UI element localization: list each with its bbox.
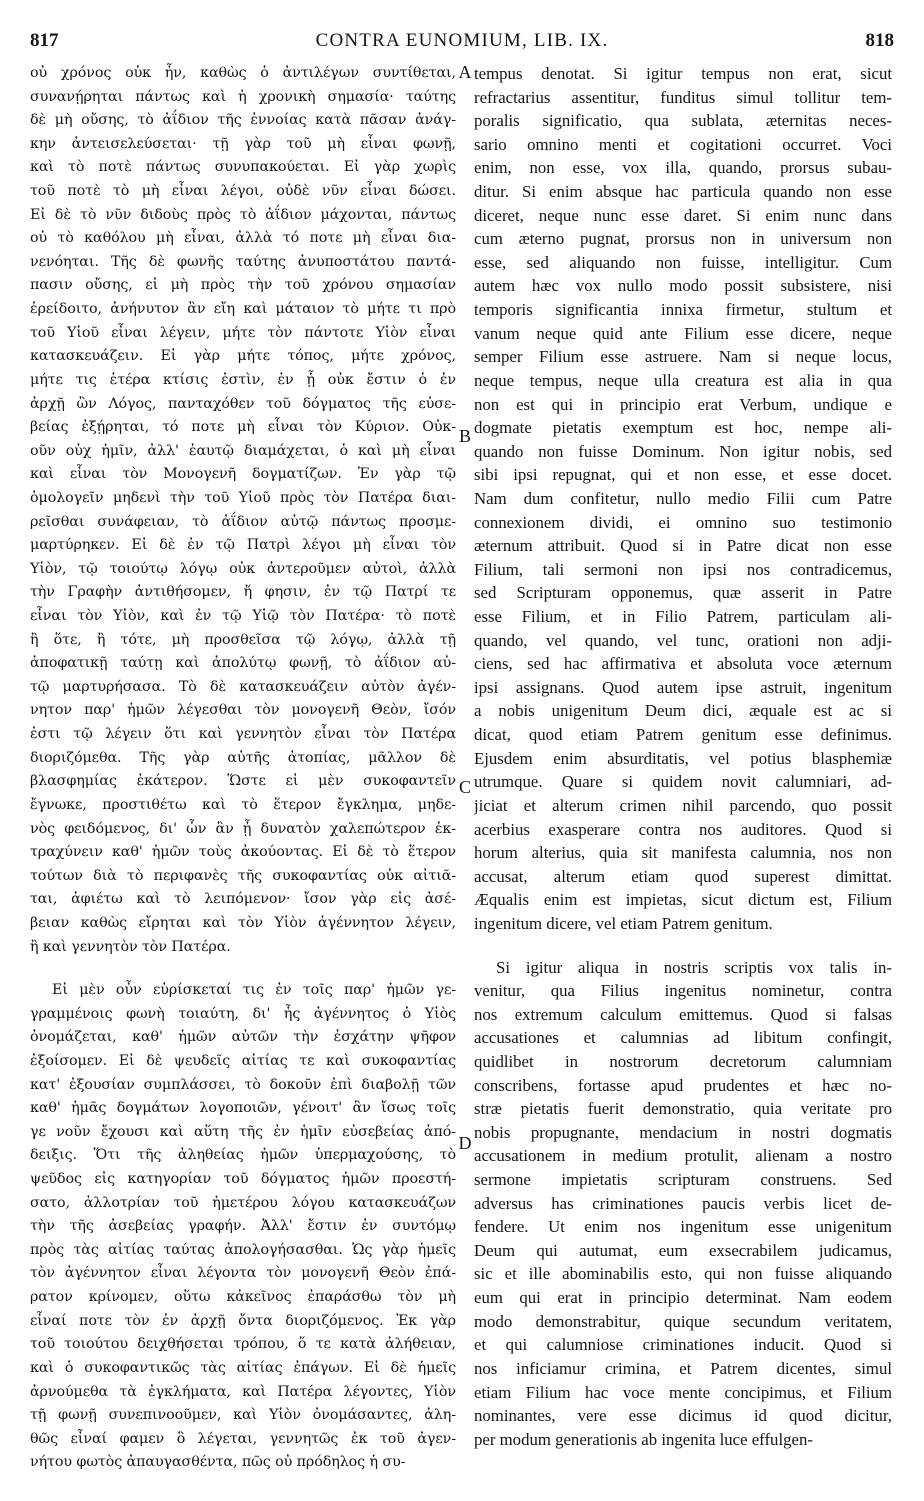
greek-text-line: τῇ φωνῇ συνεπινοοῦμεν, καὶ Υἱὸν ὀνομάσαντες, ἀλη- <box>30 1407 456 1424</box>
greek-text-line: οὐ χρόνος οὐκ ἦν, καθὼς ὁ ἀντιλέγων συντίθεται, <box>30 65 456 81</box>
latin-text-line: Nam dum confitetur, nullo medio Filii cum Patre <box>474 488 892 508</box>
greek-text-line: θῶς εἶναί φαμεν ὃ λέγεται, γεννητῶς ἐκ τοῦ ἀγεν- <box>30 1430 456 1447</box>
latin-text-line: modo demonstrabitur, quique secundum veritatem, <box>474 1311 892 1331</box>
latin-text-line: non est qui in principio erat Verbum, undique e <box>474 394 892 414</box>
latin-text-line: etiam Filium hac voce mente concipimus, et Filium <box>474 1382 892 1402</box>
greek-text-line: πρὸς τὰς αἰτίας ταύτας ἀπολογήσασθαι. Ὡς γὰρ ἡμεῖς <box>30 1241 456 1258</box>
latin-text-line: sed Scripturam opponemus, quæ asserit in Patre <box>474 583 892 603</box>
latin-text-line: fendere. Ut enim nos ingenitum esse unigenitum <box>474 1217 892 1237</box>
greek-text-line: τῷ μαρτυρήσασα. Τὸ δὲ κατασκευάζειν αὐτὸν ἀγέν- <box>30 678 456 695</box>
greek-text-line: διοριζόμεθα. Τῆς γὰρ αὐτῆς ἀτοπίας, μᾶλλον δὲ <box>30 749 456 766</box>
greek-text-line: πασιν οὔσης, εἰ μὴ πρὸς τὴν τοῦ χρόνου σημασίαν <box>30 277 456 294</box>
greek-text-line: τὴν τῆς ἀσεβείας γραφήν. Ἀλλ' ἔστιν ἐν συντόμῳ <box>30 1218 456 1235</box>
greek-text-line: τοῦ Υἱοῦ εἶναι λέγειν, μήτε τὸν πάντοτε Υἱὸν εἶναι <box>30 324 456 341</box>
greek-text-line: ρεῖσθαι συνάφειαν, τὸ ἀΐδιον αὐτῷ πάντως προσμε- <box>30 513 456 530</box>
latin-text-line: utrumque. Quare si quidem novit calumniari, ad- <box>474 772 892 792</box>
latin-text-line: ingenitum dicere, vel etiam Patrem genitum. <box>474 913 773 933</box>
greek-text-line: κατασκευάζειν. Εἰ γὰρ μήτε τόπος, μήτε χρόνος, <box>30 348 456 365</box>
latin-text-line: connexionem dividi, ei omnino suo testimonio <box>474 512 892 532</box>
latin-text-line: nos inficiamur crimina, et Patrem dicentes, simul <box>474 1358 892 1378</box>
greek-text-line: συνανῄρηται πάντως καὶ ἡ χρονικὴ σημασία· ταύτης <box>30 88 456 105</box>
greek-text-line: οὐ τὸ καθόλου μὴ εἶναι, ἀλλὰ τό ποτε μὴ εἶναι δια- <box>30 230 456 247</box>
greek-text-line: τὴν Γραφὴν ἀντιθήσομεν, ἥ φησιν, ἐν τῷ Πατρί τε <box>30 584 456 601</box>
section-marker-c: C <box>458 777 471 797</box>
greek-text-line: ἀρνούμεθα τὰ ἐγκλήματα, καὶ Πατέρα λέγοντες, Υἱὸν <box>30 1383 456 1400</box>
greek-text-line: εἶναί ποτε τὸν ἐν ἀρχῇ ὄντα διοριζόμενος. Ἐκ γὰρ <box>30 1312 456 1329</box>
latin-text-line: nos extremum calculum emittemus. Quod si falsas <box>474 1004 892 1024</box>
section-marker-d: D <box>458 1133 472 1153</box>
greek-text-line: ἀρχῇ ὢν Λόγος, πανταχόθεν τοῦ δόγματος τῆς εὐσε- <box>30 395 456 412</box>
running-header <box>30 20 894 54</box>
latin-text-line: refractarius assentitur, funditus simul tollitur tem- <box>474 87 892 107</box>
greek-text-line: Εἰ δὲ τὸ νῦν διδοὺς πρὸς τὸ ἀΐδιον μάχονται, πάντως <box>30 206 456 223</box>
latin-text-line: esse Filium, et in Filio Patrem, particulam ali- <box>474 607 892 627</box>
section-marker-a: A <box>458 62 472 82</box>
latin-text-line: jiciat et alterum crimen nihil parcendo, quo possit <box>474 795 892 815</box>
greek-text-line: ψεῦδος εἰς κατηγορίαν τοῦ δόγματος ἡμῶν προεστή- <box>30 1171 456 1188</box>
greek-text-line: κην ἀντεισελεύσεται· τῇ γὰρ τοῦ μὴ εἶναι φωνῇ, <box>30 135 456 152</box>
greek-text-line: γε νοῦν ἔχουσι καὶ αὕτη τῆς ἐν ἡμῖν εὐσεβείας ἀπό- <box>30 1123 456 1140</box>
greek-text-line: ἢ ὅτε, ἢ τότε, μὴ προσθεῖσα τῷ λόγῳ, ἀλλὰ τῇ <box>30 631 456 648</box>
latin-text-line: accusationes et calumnias ad libitum confingit, <box>474 1028 892 1048</box>
latin-text-line: æternum attribuit. Quod si in Patre dicat non esse <box>474 536 892 556</box>
greek-text-line: μαρτύρηκεν. Εἰ δὲ ἐν τῷ Πατρὶ λέγοι μὴ εἶναι τὸν <box>30 537 456 554</box>
greek-text-line: τοῦ τοιούτου δειχθήσεται τρόπου, ὅ τε κατὰ ἀλήθειαν, <box>30 1336 456 1353</box>
latin-text-line: a nobis unigenitum Deum dici, æquale est ac si <box>474 701 892 721</box>
latin-text-line: accusationem in medium protulit, alienam a nostro <box>474 1146 892 1166</box>
latin-text-line: semper Filium esse astruere. Nam si neque locus, <box>474 347 892 367</box>
running-title: CONTRA EUNOMIUM, LIB. IX. <box>315 30 609 51</box>
greek-text-line: τραχύνειν καθ' ἡμῶν τοὺς ἀκούοντας. Εἰ δὲ τὸ ἕτερον <box>30 844 456 861</box>
latin-text-line: dicat, quod etiam Patrem genitum esse definimus. <box>474 725 892 745</box>
greek-text-line: τούτων διὰ τὸ περιφανὲς τῆς συκοφαντίας οὐκ αἰτιᾶ- <box>30 867 456 884</box>
latin-text-line: nominantes, vere esse dicimus id quod dicitur, <box>474 1406 892 1426</box>
latin-text-line: ipsi assignans. Quod autem ipse astruit, ingenitum <box>474 677 892 697</box>
latin-text-line: autem hæc vox nullo modo possit subsistere, nisi <box>474 276 892 296</box>
greek-text-line: κατ' ἐξουσίαν συμπλάσσει, τὸ δοκοῦν ἐπὶ διαβολῇ τῶν <box>30 1076 456 1093</box>
greek-text-line: τοῦ ποτὲ τὸ μὴ εἶναι λέγοι, οὐδὲ νῦν εἶναι δώσει. <box>30 183 456 200</box>
greek-text-line: βλασφημίας ἑκάτερον. Ὥστε εἰ μὲν συκοφαντεῖν <box>30 773 456 790</box>
latin-text-line: acerbius exasperare contra nos auditores. Quod si <box>474 819 892 839</box>
greek-text-line: μήτε τις ἑτέρα κτίσις ἐστὶν, ἐν ᾗ οὐκ ἔστιν ὁ ἐν <box>30 371 456 388</box>
greek-text-line: ἐρείδοιτο, ἀνήνυτον ἂν εἴη καὶ μάταιον τὸ μήτε τι πρὸ <box>30 301 456 318</box>
latin-text-line: eum qui erat in principio determinat. Nam eodem <box>474 1288 892 1308</box>
latin-text-line: accusat, alterum etiam quod superest dimittat. <box>474 866 892 886</box>
latin-text-line: horum alterius, quia sit manifesta calumnia, nos non <box>474 843 892 863</box>
greek-text-line: δειξις. Ὅτι τῆς ἀληθείας ἡμῶν ὑπερμαχούσης, τὸ <box>30 1147 456 1164</box>
latin-text-line: conscribens, fortasse apud prudentes et hæc no- <box>474 1075 892 1095</box>
latin-text-line: poralis significatio, qua sublata, æternitas neces- <box>474 111 892 131</box>
latin-text-line: esse, sed aliquando non fuisse, intelligitur. Cum <box>474 252 892 272</box>
latin-text-line: ditur. Si enim absque hac particula quando non esse <box>474 182 892 202</box>
greek-text-line: ρατον κρίνομεν, οὕτω κἀκεῖνος ἐπαράσθω τὸν μὴ <box>30 1289 456 1306</box>
greek-text-line: καὶ ὁ συκοφαντικῶς τὰς αἰτίας ἐπάγων. Εἰ δὲ ἡμεῖς <box>30 1359 456 1376</box>
section-marker-b: B <box>458 426 471 446</box>
latin-text-line: sibi ipsi repugnat, qui et non esse, et esse docet. <box>474 465 892 485</box>
greek-text-line: οῦν οὐχ ἡμῖν, ἀλλ' ἑαυτῷ διαμάχεται, ὁ καὶ μὴ εἶναι <box>30 442 456 459</box>
greek-text-line: καθ' ἡμᾶς δογμάτων λογοποιῶν, γένοιτ' ἂν ἴσως τοῖς <box>30 1100 456 1117</box>
latin-text-line: cum æterno pugnat, prorsus non in universum non <box>474 229 892 249</box>
greek-text-line: ἐστι τῷ λέγειν ὅτι καὶ γεννητὸν εἶναι τὸν Πατέρα <box>30 726 456 743</box>
latin-text-line: enim, non esse, vox illa, quando, prorsus subau- <box>474 158 892 178</box>
greek-text-line: ἢ καὶ γεννητὸν τὸν Πατέρα. <box>30 938 231 955</box>
latin-text-line: tempus denotat. Si igitur tempus non erat, sicut <box>474 64 892 83</box>
latin-text-line: adversus has criminationes paucis verbis licet de- <box>474 1193 892 1213</box>
greek-text-line: νενόηται. Τῆς δὲ φωνῆς ταύτης ἀνυποστάτου παντά- <box>30 253 456 270</box>
greek-text-line: βειαν καθὼς εἴρηται καὶ τὸν Υἱὸν ἀγέννητον λέγειν, <box>30 914 456 931</box>
latin-text-line: neque tempus, neque ulla creatura est alia in qua <box>474 370 892 390</box>
latin-text-line: sermone impietatis scripturam construens. Sed <box>474 1170 892 1190</box>
latin-text-line: Æqualis enim est impietas, sicut dictum est, Filium <box>474 890 892 910</box>
greek-text-line: Εἰ μὲν οὖν εὑρίσκεταί τις ἐν τοῖς παρ' ἡμῶν γε- <box>52 982 456 999</box>
greek-text-line: καὶ τὸ ποτὲ πάντως συνυπακούεται. Εἰ γὰρ χωρὶς <box>30 159 456 176</box>
page-number-left: 817 <box>30 30 59 51</box>
latin-text-line: quando non fuisse Dominum. Non igitur nobis, sed <box>474 441 892 461</box>
paragraph-gap <box>30 959 456 979</box>
latin-text-line: Filium, tali sermoni non ipsi nos contradicemus, <box>474 559 892 579</box>
latin-text-line: et qui calumniose criminationes inducit. Quod si <box>474 1335 892 1355</box>
latin-text-line: ciens, sed hac affirmativa et absoluta voce æternum <box>474 654 892 674</box>
greek-text-line: ἔγνωκε, προστιθέτω καὶ τὸ ἕτερον ἔγκλημα, μηδε- <box>30 796 456 813</box>
greek-text-line: βείας ἐξῄρηται, τό ποτε μὴ εἶναι τὸν Κύριον. Οὐκ- <box>30 419 456 436</box>
greek-text-line: δὲ μὴ οὔσης, τὸ ἀΐδιον τῆς ἐννοίας κατὰ πᾶσαν ἀνάγ- <box>30 112 456 129</box>
greek-text-line: εἶναι τὸν Υἱὸν, καὶ ἐν τῷ Υἱῷ τὸν Πατέρα· τὸ ποτὲ <box>30 608 456 625</box>
latin-text-line: stræ pietatis fuerit demonstratio, quia veritate pro <box>474 1099 892 1119</box>
greek-text-line: ὁμολογεῖν μηδενὶ τὴν τοῦ Υἱοῦ πρὸς τὸν Πατέρα διαι- <box>30 489 456 506</box>
latin-text-line: quidlibet in nostrorum decretorum calumniam <box>474 1051 892 1071</box>
greek-text-line: ἀποφατικῇ ταύτῃ καὶ ἀπολύτῳ φωνῇ, τὸ ἀΐδιον αὐ- <box>30 655 456 672</box>
greek-text-line: ὀνομάζεται, καθ' ἡμῶν αὐτῶν τὴν ἐσχάτην ψῆφον <box>30 1029 456 1046</box>
latin-text-line: quando, vel quando, vel tunc, orationi non adji- <box>474 630 892 650</box>
latin-text-line: per modum generationis ab ingenita luce effulgen- <box>474 1429 813 1449</box>
greek-column <box>30 62 456 1475</box>
greek-text-line: Υἱὸν, τῷ τοιούτῳ λόγῳ οὐκ ἀντεροῦμεν αὐτοὶ, ἀλλὰ <box>30 560 456 577</box>
latin-text-line: vanum neque quid ante Filium esse dicere, neque <box>474 323 892 343</box>
greek-text-line: τὸν ἀγέννητον εἶναι λέγοντα τὸν μονογενῆ Θεὸν ἐπά- <box>30 1265 456 1282</box>
latin-text-line: dogmate pietatis exemptum est hoc, nempe ali- <box>474 418 892 438</box>
greek-text-line: σατο, ἀλλοτρίαν τοῦ ἡμετέρου λόγου κατασκευάζων <box>30 1194 456 1211</box>
greek-text-line: νητον παρ' ἡμῶν λέγεσθαι τὸν μονογενῆ Θεὸν, ἴσόν <box>30 702 456 719</box>
latin-column <box>474 62 892 1451</box>
latin-text-line: nobis propugnante, mendacium in nostri dogmatis <box>474 1122 892 1142</box>
latin-text-line: temporis significantia innixa firmetur, stultum et <box>474 300 892 320</box>
greek-text-line: καὶ εἶναι τὸν Μονογενῆ δογματίζων. Ἐν γὰρ τῷ <box>30 466 456 483</box>
latin-text-line: venitur, qua Filius ingenitus nominetur, contra <box>474 981 892 1001</box>
latin-text-line: Deum qui autumat, eum exsecrabilem judicamus, <box>474 1240 892 1260</box>
greek-text-line: γραμμένοις φωνὴ τοιαύτη, δι' ἧς ἀγέννητος ὁ Υἱὸς <box>30 1005 456 1022</box>
latin-text-line: Ejusdem enim absurditatis, vel potius blasphemiæ <box>474 748 892 768</box>
latin-text-line: Si igitur aliqua in nostris scriptis vox talis in- <box>496 957 892 977</box>
greek-text-line: νὸς φειδόμενος, δι' ὧν ἂν ᾖ δυνατὸν χαλεπώτερον ἐκ- <box>30 820 456 837</box>
latin-text-line: sario omnino menti et cogitationi occurret. Voci <box>474 134 892 154</box>
paragraph-gap <box>474 936 892 956</box>
page-number-right: 818 <box>865 30 894 51</box>
latin-text-line: sic et ille abominabilis esto, qui non fuisse aliquando <box>474 1264 892 1284</box>
greek-text-line: ται, ἀφιέτω καὶ τὸ λειπόμενον· ἴσον γὰρ εἰς ἀσέ- <box>30 891 456 908</box>
greek-text-line: νήτου φωτὸς ἀπαυγασθέντα, πῶς οὐ πρόδηλος ἡ συ- <box>30 1454 406 1471</box>
latin-text-line: diceret, neque nunc esse daret. Si enim nunc dans <box>474 205 892 225</box>
greek-text-line: ἐξοίσομεν. Εἰ δὲ ψευδεῖς αἰτίας τε καὶ συκοφαντίας <box>30 1052 456 1069</box>
